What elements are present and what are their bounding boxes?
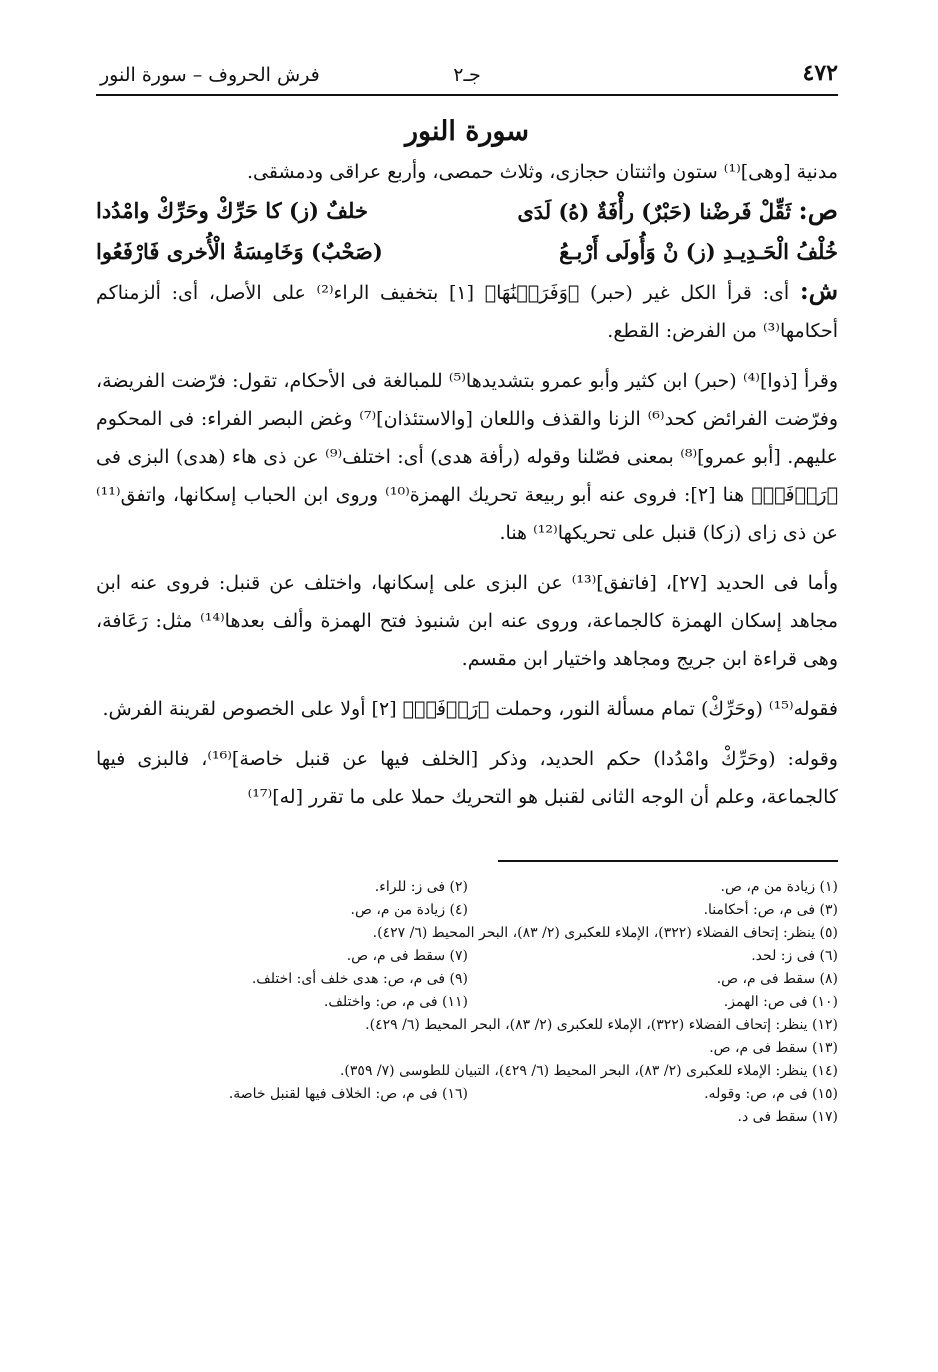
commentary-paragraph-2: وقرأ [ذوا]⁽⁴⁾ (حبر) ابن كثير وأبو عمرو بتشديدها⁽⁵⁾ للمبالغة فى الأحكام، تقول: فرّضت الفريضة، وفرّضت الفرائض كحد⁽⁶⁾ الزنا والقذف واللعان [والاستئذان]⁽⁷⁾ وغض البصر الفراء: فى المحكوم عليهم. [أبو عمرو]⁽⁸⁾ بمعنى فصّلنا وقوله (رأفة هدى) أى: اختلف⁽⁹⁾ عن ذى هاء (هدى) البزى فى ﴿رَأۡفَةٞ﴾ هنا [٢]: فروى عنه أبو ربيعة تحريك الهمزة⁽¹⁰⁾ وروى ابن الحباب إسكانها، واتفق⁽¹¹⁾ عن ذى زاى (زكا) قنبل على تحريكها⁽¹²⁾ هنا. bbox=[96, 370, 839, 544]
intro-paragraph: مدنية [وهى]⁽¹⁾ ستون واثنتان حجازى، وثلاث حمصى، وأربع عراقى ودمشقى. bbox=[246, 161, 838, 183]
verse-line-2 bbox=[96, 232, 838, 272]
verse-line-2-second-hemistich: (صَحْبٌ) وَخَامِسَةُ الْأُخرى فَارْفَعُوا bbox=[96, 239, 383, 264]
page-number: ٤٧٢ bbox=[802, 60, 838, 86]
verse-line-1-first-hemistich: ثَقِّلْ فَرضْنا (حَبْرٌ) رأْفَةٌ (هُ) لَدَى bbox=[517, 199, 792, 224]
commentary-paragraph-1 bbox=[96, 272, 838, 350]
footnote-6: (٦) فى ز: لحد. bbox=[751, 948, 838, 964]
verse-line-2-first-hemistich: خُلْفُ الْحَـدِيـدِ (ز) نْ وَأُولَى أَرْبـعُ bbox=[559, 239, 838, 264]
commentary-paragraph-4: فقوله⁽¹⁵⁾ (وحَرِّكْ) تمام مسألة النور، وحملت ﴿رَأۡفَةٞ﴾ [٢] أولا على الخصوص لقرينة الفرش. bbox=[102, 698, 838, 720]
commentary-paragraph-5: وقوله: (وحَرِّكْ وامْدُدا) حكم الحديد، وذكر [الخلف فيها عن قنبل خاصة]⁽¹⁶⁾، فالبزى فيها كالجماعة، وعلم أن الوجه الثانى لقنبل هو التحريك حملا على ما تقرر [له]⁽¹⁷⁾ bbox=[96, 748, 838, 808]
footnote-5: (٥) ينظر: إتحاف الفضلاء (٣٢٢)، الإملاء للعكبرى (٢/ ٨٣)، البحر المحيط (٦/ ٤٢٧). bbox=[372, 925, 838, 941]
volume-label: جـ٢ bbox=[453, 64, 481, 86]
footnote-separator bbox=[498, 860, 838, 862]
footnote-11: (١١) فى م، ص: واختلف. bbox=[323, 994, 468, 1010]
footnote-9: (٩) فى م، ص: هدى خلف أى: اختلف. bbox=[251, 971, 468, 987]
main-text bbox=[96, 153, 838, 816]
surah-title: سورة النور bbox=[404, 116, 530, 147]
footnote-8: (٨) سقط فى م، ص. bbox=[716, 971, 838, 987]
footnote-15: (١٥) فى م، ص: وقوله. bbox=[704, 1086, 838, 1102]
footnote-12: (١٢) ينظر: إتحاف الفضلاء (٣٢٢)، الإملاء للعكبرى (٢/ ٨٣)، البحر المحيط (٦/ ٤٢٩). bbox=[365, 1017, 838, 1033]
footnote-14: (١٤) ينظر: الإملاء للعكبرى (٢/ ٨٣)، البحر المحيط (٦/ ٤٢٩)، التبيان للطوسى (٧/ ٣٥٩). bbox=[339, 1063, 838, 1079]
footnote-row bbox=[96, 1083, 838, 1106]
verse-block bbox=[96, 191, 838, 272]
verse-line-1 bbox=[96, 191, 838, 232]
footnote-row bbox=[96, 899, 838, 922]
footnote-2: (٢) فى ز: للراء. bbox=[374, 879, 468, 895]
footnote-1: (١) زيادة من م، ص. bbox=[720, 879, 838, 895]
footnotes bbox=[96, 876, 838, 1129]
footnote-13: (١٣) سقط فى م، ص. bbox=[709, 1040, 838, 1056]
footnote-row bbox=[96, 991, 838, 1014]
book-page bbox=[96, 50, 838, 1129]
commentary-paragraph-3: وأما فى الحديد [٢٧]، [فاتفق]⁽¹³⁾ عن البزى على إسكانها، واختلف عن قنبل: فروى عنه ابن مجاهد إسكان الهمزة كالجماعة، وروى عنه ابن شنبوذ فتح الهمزة وألف بعدها⁽¹⁴⁾ مثل: رَعَافة، وهى قراءة ابن جريج ومجاهد واختيار ابن مقسم. bbox=[96, 572, 838, 670]
sharh-label: ش: bbox=[799, 276, 838, 305]
footnote-row bbox=[96, 968, 838, 991]
footnote-17: (١٧) سقط فى د. bbox=[737, 1109, 838, 1125]
verse-label: ص: bbox=[798, 196, 838, 225]
footnote-4: (٤) زيادة من م، ص. bbox=[350, 902, 468, 918]
footnote-7: (٧) سقط فى م، ص. bbox=[346, 948, 468, 964]
footnote-row bbox=[96, 945, 838, 968]
footnote-3: (٣) فى م، ص: أحكامنا. bbox=[703, 902, 838, 918]
footnote-10: (١٠) فى ص: الهمز. bbox=[723, 994, 838, 1010]
running-header bbox=[96, 50, 838, 96]
section-title: فرش الحروف – سورة النور bbox=[100, 64, 320, 86]
commentary-text-1: أى: قرأ الكل غير (حبر) ﴿وَفَرَضۡنَٰهَا﴾ [١] بتخفيف الراء⁽²⁾ على الأصل، أى: ألزمناكم أحكامها⁽³⁾ من الفرض: القطع. bbox=[96, 282, 838, 342]
footnote-row bbox=[96, 876, 838, 899]
verse-line-1-second-hemistich: خلفٌ (ز) كا حَرِّكْ وحَرِّكْ وامْدُدا bbox=[96, 198, 368, 223]
footnote-16: (١٦) فى م، ص: الخلاف فيها لقنبل خاصة. bbox=[228, 1086, 468, 1102]
